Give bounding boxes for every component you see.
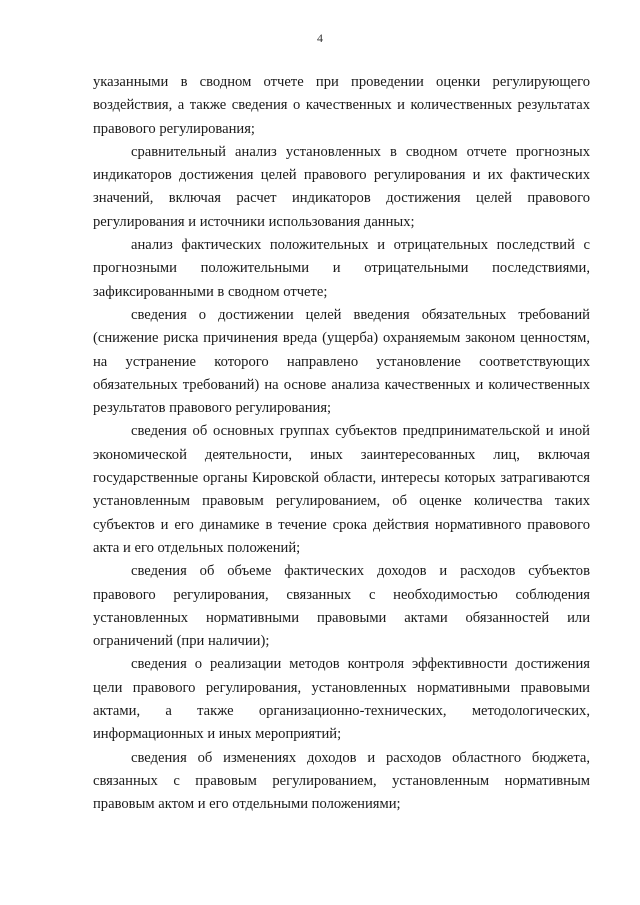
document-body — [93, 71, 590, 817]
paragraph-subject-groups: сведения об основных группах субъектов предпринимательской и иной экономической деятельности, иных заинтересованных лиц, включая государственные органы Кировской области, интересы которых затрагиваются установленным правовым регулированием, об оценке количества таких субъектов и его динамике в течение срока действия нормативного правового акта и его отдельных положений; — [93, 423, 590, 556]
paragraph-goals-achievement: сведения о достижении целей введения обязательных требований (снижение риска причинения вреда (ущерба) охраняемым законом ценностям, на устранение которого направлено установление соответствующих обязательных требований) на основе анализа качественных и количественных результатов правового регулирования; — [93, 306, 590, 417]
paragraph-budget-changes: сведения об изменениях доходов и расходов областного бюджета, связанных с правовым регулированием, установленным нормативным правовым актом и его отдельными положениями; — [93, 749, 590, 813]
paragraph-control-methods: сведения о реализации методов контроля эффективности достижения цели правового регулирования, установленных нормативными правовыми актами, а также организационно-технических, методологических, информационных и иных мероприятий; — [93, 656, 590, 743]
paragraph-income-expenses: сведения об объеме фактических доходов и расходов субъектов правового регулирования, связанных с необходимостью соблюдения установленных нормативными правовыми актами обязанностей или ограничений (при наличии); — [93, 563, 590, 650]
paragraph-consequences-analysis: анализ фактических положительных и отрицательных последствий с прогнозными положительными и отрицательными последствиями, зафиксированными в сводном отчете; — [93, 237, 590, 300]
paragraph-comparative-analysis: сравнительный анализ установленных в сводном отчете прогнозных индикаторов достижения целей правового регулирования и их фактических значений, включая расчет индикаторов достижения целей правового регулирования и источники использования данных; — [93, 143, 590, 230]
paragraph-continuation: указанными в сводном отчете при проведении оценки регулирующего воздействия, а также сведения о качественных и количественных результатах правового регулирования; — [93, 74, 590, 137]
page-number: 4 — [317, 31, 323, 45]
